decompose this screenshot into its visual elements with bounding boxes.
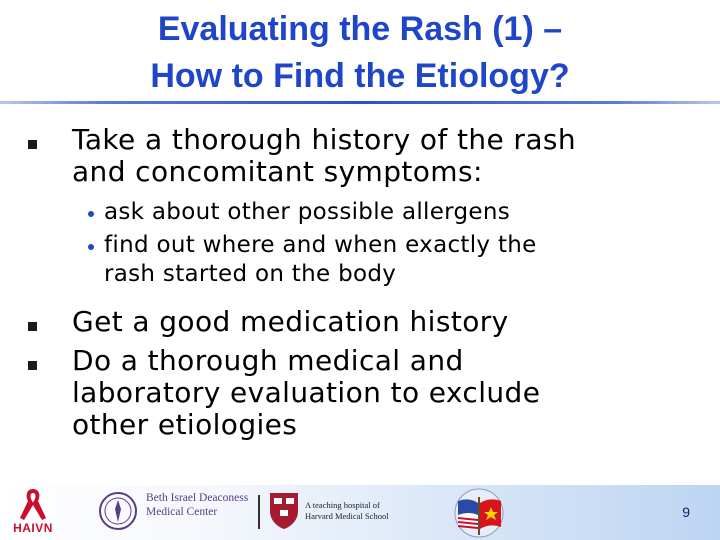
us-vietnam-flags-icon	[444, 485, 514, 540]
bidmc-name	[146, 491, 256, 519]
bullet-line: Do a thorough medical and	[72, 344, 464, 377]
footer-bar	[0, 485, 720, 540]
logo-divider	[258, 495, 260, 529]
square-bullet-icon	[28, 361, 37, 370]
haivn-label: HAIVN	[13, 521, 53, 535]
hms-line: Harvard Medical School	[305, 511, 389, 521]
bullet-line: other etiologies	[72, 408, 298, 441]
bullet-line: Get a good medication history	[72, 305, 509, 338]
title-line-1: Evaluating the Rash (1) –	[157, 10, 563, 48]
bidmc-line: Medical Center	[146, 506, 218, 518]
sub-bullet-line: find out where and when exactly the	[104, 232, 537, 258]
bullet-line: and concomitant symptoms:	[72, 155, 483, 188]
hms-caption	[305, 500, 405, 522]
bidmc-seal-icon	[98, 491, 138, 531]
bullet-line: Take a thorough history of the rash	[72, 123, 577, 156]
square-bullet-icon	[28, 322, 37, 331]
bullet-line: laboratory evaluation to exclude	[72, 376, 541, 409]
bidmc-line: Beth Israel Deaconess	[146, 492, 249, 504]
sub-bullet-line: ask about other possible allergens	[104, 199, 511, 225]
sub-bullet-line: rash started on the body	[104, 261, 397, 287]
page-number: 9	[682, 504, 690, 520]
square-bullet-icon	[28, 140, 37, 149]
round-bullet-icon	[88, 244, 94, 250]
hms-line: A teaching hospital of	[305, 500, 380, 510]
harvard-shield-icon	[268, 491, 300, 531]
title-line-2: How to Find the Etiology?	[150, 57, 570, 95]
round-bullet-icon	[88, 211, 94, 217]
